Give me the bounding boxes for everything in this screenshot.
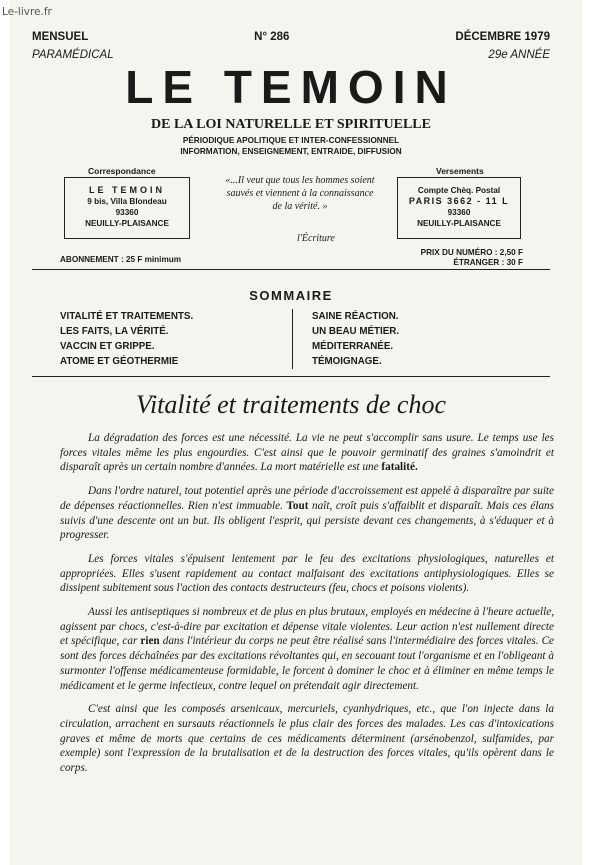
emphasis: rien: [140, 635, 160, 648]
text-run: dans l'intérieur du corps ne peut être réalisé sans l'intermédiaire des forces vitales. Ce sont des forces déchaînées par des excitations révoltantes qui, en secouant tout l'organisme et en l'obligeant à surmonter l'offense médicamenteuse formidable, le forcent à dominer le choc et à éliminer en même temps le médicament et le germe infectieux, contre lequel on prétendait agir directement.: [60, 635, 555, 692]
sommaire-item: SAINE RÉACTION.: [312, 311, 399, 322]
sommaire-item: MÉDITERRANÉE.: [312, 341, 394, 352]
publication-year: 29e ANNÉE: [488, 49, 550, 61]
description-line: PÉRIODIQUE APOLITIQUE ET INTER-CONFESSIONNEL: [182, 136, 400, 145]
publication-frequency: MENSUEL: [32, 31, 89, 43]
paragraph: [60, 431, 554, 475]
subscription-info: ABONNEMENT : 25 F minimum: [60, 255, 182, 264]
versements-box: [397, 177, 521, 239]
sommaire-right-column: [312, 309, 399, 369]
sommaire-item: LES FAITS, LA VÉRITÉ.: [60, 326, 169, 337]
watermark: Le-livre.fr: [2, 6, 52, 18]
emphasis: Tout: [286, 499, 309, 512]
versements-line: PARIS 3662 - 11 L: [408, 196, 510, 206]
sommaire-item: VACCIN ET GRIPPE.: [60, 341, 155, 352]
versements-line: NEUILLY-PLAISANCE: [417, 219, 501, 228]
header-line: [32, 31, 550, 43]
divider: [32, 269, 550, 270]
correspondance-line: NEUILLY-PLAISANCE: [85, 219, 169, 228]
issue-number: N° 286: [254, 31, 290, 43]
versements-line: Compte Chèq. Postal: [417, 186, 501, 195]
price-line: PRIX DU NUMÉRO : 2,50 F: [420, 248, 523, 257]
paragraph: C'est ainsi que les composés arsenicaux, mercuriels, cyanhydriques, etc., que l'on injecte dans la circulation, arrachent en sursauts réactionnels le plus clair des forces des malades. Les cas d'intoxications graves et même de morts que certains de ces médicaments déterminent (arsénobenzol, sulfamides, par exemple) sont l'expression de la brutalisation et de la destruction des forces vitales, qu'ils opèrent dans le corps.: [60, 703, 554, 775]
article-title: Vitalité et traitements de choc: [136, 390, 446, 419]
divider: [32, 376, 550, 377]
versements-label: Versements: [436, 166, 484, 176]
sommaire-left-column: [60, 309, 193, 369]
sommaire-title: SOMMAIRE: [249, 288, 333, 303]
issue-date: DÉCEMBRE 1979: [455, 31, 550, 43]
correspondance-line: LE TEMOIN: [89, 185, 165, 195]
description-line: INFORMATION, ENSEIGNEMENT, ENTRAIDE, DIFFUSION: [180, 146, 402, 156]
price-info: [395, 248, 523, 268]
paragraph: Les forces vitales s'épuisent lentement par le feu des excitations physiologiques, naturelles et appropriées. Elles s'usent rapidement au contact malfaisant des excitations antiphysiologiques. Elles se dissipent subitement sous l'action des contacts destructeurs (feu, chocs et poisons violents).: [60, 552, 554, 595]
sommaire-separator: [292, 309, 293, 369]
masthead-title: LE TEMOIN: [125, 61, 457, 113]
correspondance-line: 9 bis, Villa Blondeau: [87, 197, 167, 206]
correspondance-label: Correspondance: [88, 166, 156, 176]
sommaire-item: ATOME ET GÉOTHERMIE: [60, 356, 179, 367]
price-line: ÉTRANGER : 30 F: [453, 258, 523, 267]
category: PARAMÉDICAL: [32, 49, 114, 61]
text-run: Dans l'ordre naturel, tout potentiel après une période d'accroissement est appelé à disparaître par suite de dépenses réactionnelles. Rien n'est immuable.: [60, 485, 554, 512]
description: [32, 136, 550, 157]
correspondance-box: [64, 177, 190, 239]
correspondance-line: 93360: [115, 208, 139, 217]
paragraph: [60, 484, 554, 543]
epigraph-quote: «...Il veut que tous les hommes soient sauvés et viennent à la connaissance de la vérité. »: [225, 175, 375, 212]
paragraph: [60, 605, 554, 693]
article-body: [60, 431, 554, 785]
epigraph-source: l'Écriture: [297, 233, 335, 244]
versements-line: 93360: [447, 208, 471, 217]
sommaire-item: VITALITÉ ET TRAITEMENTS.: [60, 311, 194, 322]
emphasis: fatalité.: [381, 461, 418, 474]
text-run: Aussi les antiseptiques si nombreux et de plus en plus brutaux, employés en médecine à l'heure actuelle, agissent par chocs, c'est-à-dire par excitation et dépense vitale violentes. Leur action n'est nullement directe et spécifique, car: [60, 606, 554, 648]
sommaire-item: UN BEAU MÉTIER.: [312, 326, 400, 337]
sommaire-item: TÉMOIGNAGE.: [312, 356, 382, 367]
tagline: DE LA LOI NATURELLE ET SPIRITUELLE: [151, 117, 431, 132]
text-run: naît, croît puis s'affaiblit et disparaît. Mais ces élans suivis d'une descente ont un but. Ils obligent l'esprit, qui persiste devant ces changements, à s'éduquer et à progresser.: [60, 499, 555, 542]
text-run: La dégradation des forces est une nécessité. La vie ne peut s'accomplir sans usure. Le temps use les forces vitales même les plus engourdies. C'est ainsi que le pouvoir germinatif des graines s'amoindrit et disparaît après un certain nombre d'années. La mort matérielle est une: [60, 432, 554, 474]
